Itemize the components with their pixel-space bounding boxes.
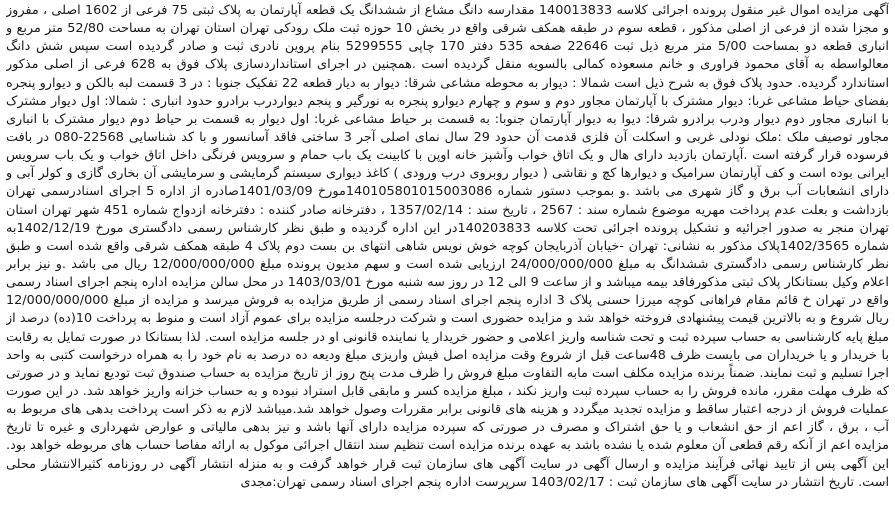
auction-notice (6, 2, 889, 509)
notice-body: آگهی مزایده اموال غیر منقول پرونده اجرائی کلاسه 140013833 مقدارسه دانگ مشاع از ششدانگ یک قطعه آپارتمان به پلاک ثبتی 75 فرعی از 1602 اصلی ، مفروز و مجزا شده از فرعی از اصلی مذکور ، قطعه سوم در طبقه همکف شرقی واقع در بخش 10 حوزه ثبت ملک رودکی تهران استان تهران به مساحت 52/80 متر مربع و انباری قطعه دو بمساحت 5/00 متر مربع ذیل ثبت 22646 صفحه 535 دفتر 170 چاپی 5299555 بنام پروین نادری ثبت و صادر گردیده است سپس شش دانگ معالواسطه به آقای محمود فراوری و خانم مسعوده کمالی بالسویه منقل گردیده است .همچنین در اجرای استانداردسازی پلاک فوق به 628 فرعی از اصلی مذکور استاندارد گردیده. حدود پلاک فوق به شرح ذیل است شمالا : دیوار به محوطه مشاعی شرقا: دیوار به دیار قطعه 22 تفکیک جنوبا : در 3 قسمت لبه بالکن و دیوارو پنجره بفضای حیاط مشاعی غربا: دیوار مشترک با آپارتمان مجاور دوم و سوم و چهارم دیوارو پنجره به نورگیر و پنجم دیواردرب برادرو حدود انباری : شمالا: اول دیوار مشترک با انباری مجاور دوم دیوار ودرب برادرو شرقا: دیوا به دیوار آپارتمان جنوبا: به قسمت بر حیاط مشاعی غربا: اول دیوار به قسمت بر حیاط دوم دیوار مشترک با انباری مجاور توصیف ملک :ملک نودلی غربی و اسکلت آن فلزی قدمت آن حدود 29 سال نمای اصلی آجر 3 ساختی فاقد آسانسور و با کد شناسایی 22568-080 در بافت فرسوده قرار گرفته است .آپارتمان بازدید دارای هال و یک اتاق خواب وآشپز خانه اوپن با کابینت یک باب حمام و سرویس فرنگی داخل اتاق خواب و یک باب سرویس ایرانی بوده است و کف آپارتمان سرامیک و دیوارها کچ و نقاشی ( دیوار روبروی درب ورودی ) کاغذ دیواری سیستم گرمایشی و سرمایشی آن بخاری گازی و کولر آبی و دارای انشعابات آب برق و گاز شهری می باشد .و بموجب دستور شماره 140105801015003086مورخ 1401/03/09صادره از اداره 5 اجرای اسنادرسمی تهران بازداشت و بعلت عدم پرداخت مهریه موضوع شماره سند : 2567 ، تاریخ سند : 1357/02/14 ، دفترخانه صادر کننده : دفترخانه ازدواج شماره 451 شهر تهران استان تهران منجر به صدور اجرائیه و تشکیل پرونده اجرائی تحت کلاسه 140203833در این اداره گردیده و طبق نظر کارشناس رسمی دادگستری مورخ 1402/12/19به شماره 1402/3565پلاک مذکور به نشانی: تهران -خیابان آذربایجان کوچه خوش نویس شاهی انتهای بن بست دوم پلاک 4 طبقه همکف شرقی واقع شده است و طبق نظر کارشناس رسمی دادگستری ششدانگ به مبلغ 24/000/000/000 ارزیابی شده است و سهم مدیون پرونده مبلغ 12/000/000/000 ریال می باشد .و نیز برابر اعلام وکیل بستانکار پلاک ثبتی مذکورفاقد بیمه میباشد و از ساعت 9 الی 12 در روز سه شنبه مورخ 1403/03/01 در محل سالن مزایده اداره پنجم اجرای اسناد رسمی واقع در تهران خ قائم مقام فراهانی کوچه میرزا حسنی پلاک 3 اداره پنجم اجرای اسناد رسمی از طریق مزایده به فروش میرسد و مزایده از مبلغ 12/000/000/000 ریال شروع و به بالاترین قیمت پیشنهادی فروخته خواهد شد و مزایده حضوری است و شرکت درجلسه مزایده برای عموم آزاد است و منوط به پرداخت 10(ده) درصد از مبلغ پایه کارشناسی به حساب سپرده ثبت و تحت شناسه واریز اعلامی و حضور خریدار یا نماینده قانونی او در جلسه مزایده است. لذا بستانکا در صورت تمایل به رقابت با خریدار و یا خریداران می بایست ظرف 48ساعت قبل از شروع وقت مزایده اصل فیش واریزی مبلغ ودیعه ده درصد به نام خود را به همراه درخواست کتبی به واحد اجرا تسلیم و ثبت نمایند. ضمناً برنده مزایده مکلف است مابه التفاوت مبلغ فروش را ظرف مدت پنج روز از تاریخ مزایده به حساب صندوق ثبت تودیع نماید و در صورتی که ظرف مهلت مقرر، مانده فروش را به حساب سپرده ثبت واریز نکند ، مبلغ مزایده کسر و مابقی قابل استراد نبوده و به حساب خزانه واریز خواهد شد. در این صورت عملیات فروش از درجه اعتبار ساقط و مزایده تجدید میگردد و هزینه های قانونی برابر مقررات وصول خواهد شد.میباشد لازم به ذکر است پرداخت بدهی های مربوط به آب ، برق ، گاز اعم از حق انشعاب و یا حق اشتراک و مصرف در صورتی که سپرده مزایده دارای آنها باشد و نیز بدهی مالیاتی و عوارض شهرداری و غیره تا تاریخ مزایده اعم از آنکه رقم قطعی آن معلوم شده یا نشده باشد به عهده برنده مزایده است تنظیم سند انتقال اجرائی موکول به ارائه مفاصا حساب های مربوطه خواهد بود. این آگهی پس از تایید نهائی فرآیند مزایده و ارسال آگهی در سایت آگهی های سازمان ثبت قرار خواهد گرفت و به منزله انتشار آگهی در روزنامه کثیرالانتشار محلی است. تاریخ انتشار در سایت آگهی های سازمان ثبت : 1403/02/17 سرپرست اداره پنجم اجرای اسناد رسمی تهران:مجدی (6, 3, 889, 490)
